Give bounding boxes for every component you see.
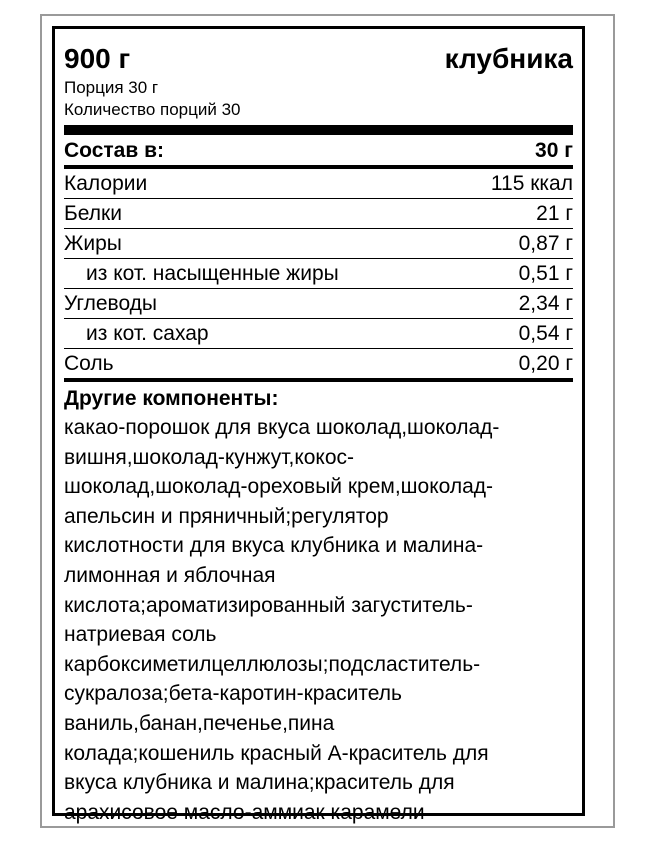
flavor-name: клубника xyxy=(444,43,573,74)
servings-count: Количество порций 30 xyxy=(64,100,241,119)
nutrient-row-calories xyxy=(64,169,573,199)
composition-title: Состав в: xyxy=(64,138,165,162)
other-components-title: Другие компоненты: xyxy=(64,387,279,410)
ingredient-line: ваниль,банан,печенье,пина xyxy=(64,711,335,735)
nutrient-value: 21 г xyxy=(536,202,573,225)
nutrient-label: Углеводы xyxy=(64,292,158,315)
composition-header xyxy=(64,135,573,169)
other-components-text xyxy=(64,413,573,827)
nutrient-value: 0,54 г xyxy=(518,322,573,345)
ingredient-line: вишня,шоколад-кунжут,кокос- xyxy=(64,445,355,469)
nutrient-label: Соль xyxy=(64,352,114,375)
composition-amount: 30 г xyxy=(535,138,573,162)
package-weight: 900 г xyxy=(64,43,131,74)
ingredient-line: шоколад,шоколад-ореховый крем,шоколад- xyxy=(64,475,494,499)
ingredient-line: лимонная и яблочная xyxy=(64,563,276,587)
ingredient-line: кислота;ароматизированный загуститель- xyxy=(64,593,473,617)
label-header xyxy=(64,41,573,77)
ingredient-line: арахисовое масло-аммиак карамели xyxy=(64,800,425,824)
ingredient-line: карбоксиметилцеллюлозы;подсластитель- xyxy=(64,652,481,676)
nutrient-value: 2,34 г xyxy=(518,292,573,315)
ingredient-line: какао-порошок для вкуса шоколад,шоколад- xyxy=(64,416,500,439)
ingredient-line: кислотности для вкуса клубника и малина- xyxy=(64,534,484,558)
nutrient-row-sugar xyxy=(64,319,573,349)
nutrient-row-protein xyxy=(64,199,573,229)
serving-size: Порция 30 г xyxy=(64,78,159,97)
nutrient-row-fat xyxy=(64,229,573,259)
nutrient-label: Калории xyxy=(64,172,148,195)
nutrient-value: 0,87 г xyxy=(518,232,573,255)
nutrient-label: из кот. насыщенные жиры xyxy=(86,262,339,285)
nutrient-label: Жиры xyxy=(64,232,122,255)
nutrition-label xyxy=(52,26,585,824)
nutrient-label: из кот. сахар xyxy=(86,322,209,345)
ingredient-line: колада;кошениль красный А-краситель для xyxy=(64,741,489,765)
ingredient-line: натриевая соль xyxy=(64,623,217,647)
ingredient-line: сукралоза;бета-каротин-краситель xyxy=(64,682,402,706)
nutrient-label: Белки xyxy=(64,202,122,225)
ingredient-line: апельсин и пряничный;регулятор xyxy=(64,504,389,528)
ingredient-line: вкуса клубника и малина;краситель для xyxy=(64,771,455,795)
thick-divider xyxy=(64,125,573,135)
nutrient-value: 115 ккал xyxy=(490,172,573,195)
nutrient-row-saturated-fat xyxy=(64,259,573,289)
nutrient-value: 0,20 г xyxy=(518,352,573,375)
nutrient-row-salt xyxy=(64,349,573,382)
nutrient-row-carbs xyxy=(64,289,573,319)
nutrient-value: 0,51 г xyxy=(518,262,573,285)
